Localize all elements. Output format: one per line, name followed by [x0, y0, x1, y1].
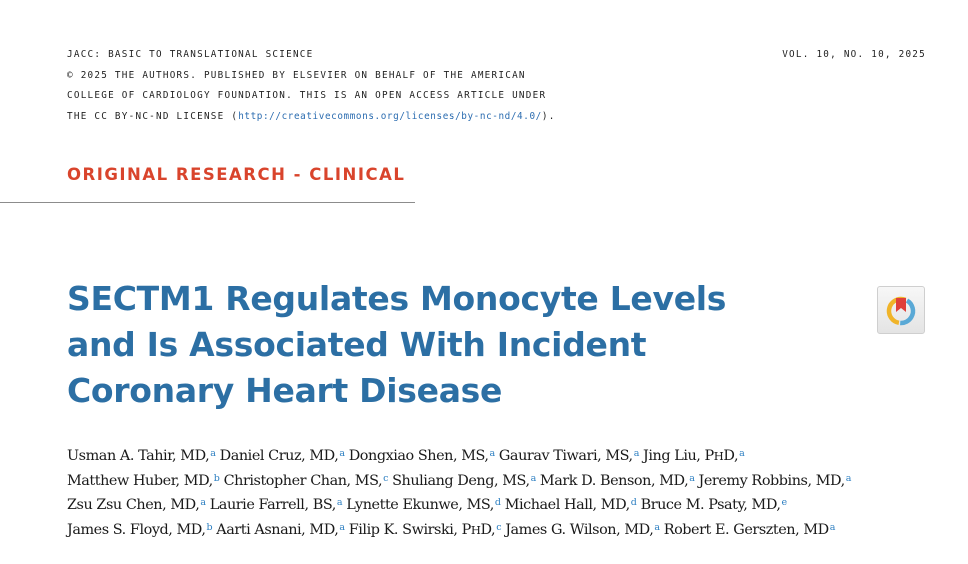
author-name-text: Filip K. Swirski,	[348, 521, 462, 538]
author-line	[67, 469, 947, 494]
journal-name: JACC: BASIC TO TRANSLATIONAL SCIENCE	[67, 49, 314, 60]
affiliation-link[interactable]: a	[489, 448, 495, 459]
affiliation-link[interactable]: a	[530, 472, 536, 484]
author-name	[699, 473, 851, 489]
affiliation-link[interactable]: c	[383, 472, 388, 484]
journal-header	[67, 45, 627, 127]
author-name-text: Zsu Zsu Chen, MD,	[67, 497, 200, 513]
author-degree: PHD,	[461, 521, 496, 538]
author-name-text: Aarti Asnani, MD,	[216, 521, 339, 538]
author-name	[67, 522, 212, 538]
affiliation-link[interactable]: e	[781, 497, 787, 508]
license-suffix: ).	[541, 110, 556, 122]
author-name	[505, 497, 637, 513]
title-line-2: and Is Associated With Incident	[67, 325, 647, 364]
author-name	[67, 497, 206, 513]
author-name-text: Usman A. Tahir, MD,	[67, 448, 210, 464]
author-name	[664, 522, 835, 538]
author-name-text: Gaurav Tiwari, MS,	[498, 448, 633, 464]
check-for-updates-icon	[883, 292, 919, 328]
section-label: ORIGINAL RESEARCH - CLINICAL	[67, 165, 406, 184]
affiliation-link[interactable]: a	[339, 521, 345, 533]
author-name-text: Michael Hall, MD,	[504, 497, 630, 513]
article-title	[67, 276, 827, 414]
author-name-text: Lynette Ekunwe, MS,	[346, 497, 494, 513]
copyright-line: © 2025 THE AUTHORS. PUBLISHED BY ELSEVIER ON BEHALF OF THE AMERICAN	[67, 69, 526, 81]
affiliation-link[interactable]: b	[213, 472, 220, 484]
author-name-text: Mark D. Benson, MD,	[539, 472, 689, 489]
title-line-3: Coronary Heart Disease	[67, 371, 503, 410]
affiliation-link[interactable]: d	[630, 497, 637, 508]
author-name	[216, 522, 344, 538]
affiliation-link[interactable]: a	[200, 497, 206, 508]
author-name-text: Jing Liu,	[643, 448, 705, 464]
author-name-text: Jeremy Robbins, MD,	[698, 472, 845, 489]
license-prefix: THE CC BY-NC-ND LICENSE (	[67, 110, 239, 122]
author-name	[346, 497, 500, 513]
author-line	[67, 493, 947, 518]
author-name-text: Daniel Cruz, MD,	[219, 448, 339, 464]
affiliation-link[interactable]: a	[633, 448, 639, 459]
author-list	[67, 444, 947, 542]
author-name-text: James S. Floyd, MD,	[67, 521, 206, 538]
author-name-text: Christopher Chan, MS,	[223, 472, 383, 489]
author-line	[67, 444, 947, 469]
author-name-text: James G. Wilson, MD,	[505, 521, 654, 538]
affiliation-link[interactable]: a	[739, 448, 745, 459]
license-line	[67, 107, 627, 128]
volume-info: VOL. 10, NO. 10, 2025	[782, 49, 926, 60]
author-name	[220, 448, 345, 464]
affiliation-link[interactable]: a	[339, 448, 345, 459]
affiliation-link[interactable]: d	[494, 497, 501, 508]
author-name	[499, 448, 639, 464]
author-name-text: Shuliang Deng, MS,	[392, 472, 530, 489]
author-name-text: Laurie Farrell, BS,	[209, 497, 336, 513]
check-for-updates-button[interactable]	[877, 286, 925, 334]
author-name	[392, 473, 536, 489]
license-link[interactable]: http://creativecommons.org/licenses/by-nc-nd/4.0/	[238, 110, 542, 122]
divider	[0, 202, 415, 203]
author-name	[349, 448, 495, 464]
author-name-text: Robert E. Gerszten, MD	[663, 521, 829, 538]
author-degree: PHD,	[704, 448, 739, 464]
author-line	[67, 518, 947, 543]
author-name	[643, 448, 744, 464]
affiliation-link[interactable]: c	[496, 521, 502, 533]
title-line-1: SECTM1 Regulates Monocyte Levels	[67, 279, 727, 318]
affiliation-link[interactable]: b	[206, 521, 213, 533]
author-name	[540, 473, 695, 489]
affiliation-link[interactable]: a	[829, 521, 835, 533]
author-name	[349, 522, 501, 538]
author-name-text: Dongxiao Shen, MS,	[348, 448, 489, 464]
author-name	[224, 473, 388, 489]
affiliation-link[interactable]: a	[689, 472, 695, 484]
author-name-text: Bruce M. Psaty, MD,	[640, 497, 781, 513]
affiliation-link[interactable]: a	[336, 497, 343, 508]
author-name	[641, 497, 787, 513]
author-name-text: Matthew Huber, MD,	[67, 472, 213, 489]
affiliation-link[interactable]: a	[210, 448, 216, 459]
affiliation-link[interactable]: a	[654, 521, 660, 533]
affiliation-link[interactable]: a	[845, 472, 851, 484]
copyright-line-2: COLLEGE OF CARDIOLOGY FOUNDATION. THIS IS AN OPEN ACCESS ARTICLE UNDER	[67, 90, 547, 101]
author-name	[67, 448, 216, 464]
author-name	[505, 522, 659, 538]
author-name	[210, 497, 342, 513]
author-name	[67, 473, 219, 489]
